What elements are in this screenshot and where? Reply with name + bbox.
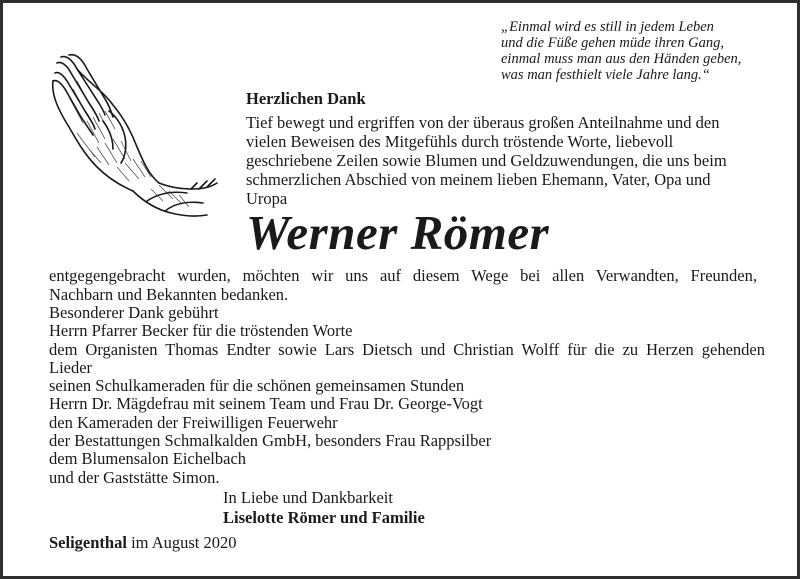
thanks-line: dem Organisten Thomas Endter sowie Lars Dietsch und Christian Wolff für die zu Herzen gehenden	[49, 339, 765, 359]
thanks-line: Herrn Dr. Mägdefrau mit seinem Team und Frau Dr. George-Vogt	[49, 394, 483, 414]
intro-line: schmerzlichen Abschied von meinem lieben Ehemann, Vater, Opa und	[246, 170, 711, 189]
intro-line: vielen Beweisen des Mitgefühls durch tröstende Worte, liebevoll	[246, 132, 674, 151]
intro-line: Uropa	[246, 189, 288, 208]
deceased-name: Werner Römer	[246, 205, 550, 260]
place-date	[49, 533, 237, 553]
place-date-text: im August 2020	[131, 533, 237, 552]
thanks-line: Lieder	[49, 357, 93, 377]
special-thanks-list	[49, 304, 765, 487]
quote-line: einmal muss man aus den Händen geben,	[501, 51, 742, 67]
thanks-line: den Kameraden der Freiwilligen Feuerwehr	[49, 412, 338, 432]
continuation-line: Nachbarn und Bekannten bedanken.	[49, 284, 289, 304]
signature-family: Liselotte Römer und Familie	[223, 508, 425, 527]
thanks-line: Herrn Pfarrer Becker für die tröstenden Worte	[49, 321, 353, 341]
continuation-paragraph	[49, 267, 757, 304]
thanks-line: seinen Schulkameraden für die schönen gemeinsamen Stunden	[49, 376, 465, 396]
quote-line: was man festhielt viele Jahre lang.“	[501, 67, 710, 83]
heading-thanks: Herzlichen Dank	[246, 89, 366, 108]
signature-block	[223, 488, 425, 528]
intro-line: Tief bewegt und ergriffen von der überaus großen Anteilnahme und den	[246, 113, 720, 132]
intro-line: geschriebene Zeilen sowie Blumen und Geldzuwendungen, die uns beim	[246, 151, 727, 170]
quote-line: und die Füße gehen müde ihren Gang,	[501, 35, 724, 51]
thanks-line: dem Blumensalon Eichelbach	[49, 449, 247, 469]
intro-paragraph	[246, 113, 786, 208]
thanks-line: Besonderer Dank gebührt	[49, 303, 219, 322]
place-city: Seligenthal	[49, 533, 127, 552]
thanks-line: und der Gaststätte Simon.	[49, 467, 220, 487]
continuation-line: entgegengebracht wurden, möchten wir uns auf diesem Wege bei allen Verwandten, Freunden,	[49, 266, 757, 285]
quote-line: „Einmal wird es still in jedem Leben	[501, 19, 714, 35]
praying-hands-icon	[47, 51, 223, 223]
thanks-line: der Bestattungen Schmalkalden GmbH, besonders Frau Rappsilber	[49, 431, 492, 451]
signature-line: In Liebe und Dankbarkeit	[223, 488, 393, 507]
poem-quote	[501, 19, 791, 83]
